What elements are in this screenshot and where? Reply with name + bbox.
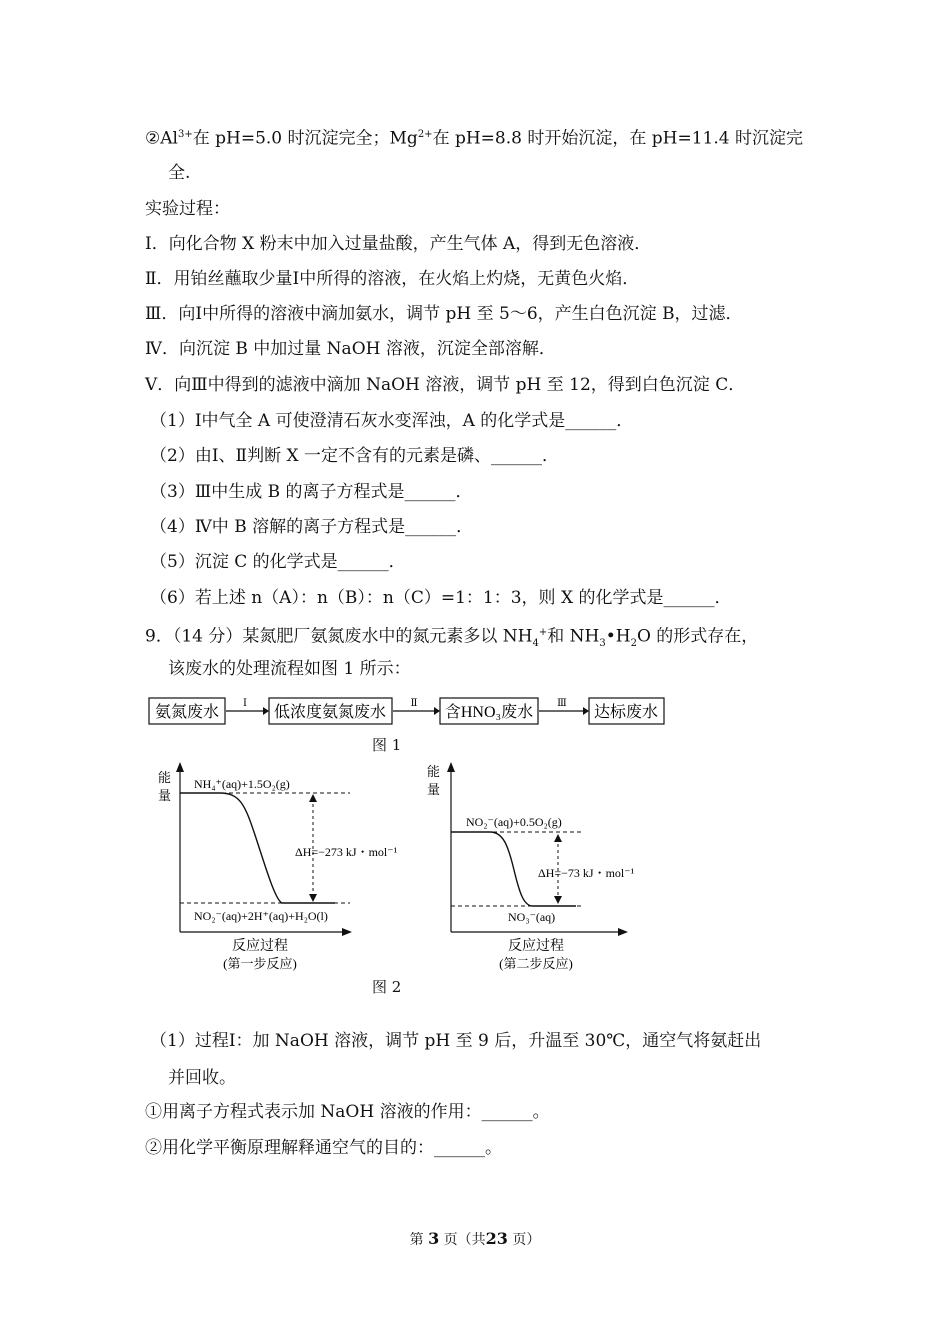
flow-box-2-label: 低浓度氨氮废水 (273, 704, 387, 721)
left-bottom-label: NO₂⁻(aq)+2H⁺(aq)+H₂O(l) (194, 909, 328, 923)
question-9-head: 9．（14 分）某氮肥厂氨氮废水中的氮元素多以 $NH_4^+$和 $NH_3•H_2O$ 的形式存在， (145, 626, 759, 650)
flow-arrow-2-label: Ⅱ (410, 698, 418, 709)
part1-q2: ②用化学平衡原理解释通空气的目的：______。 (145, 1138, 502, 1158)
right-y-arrow (447, 762, 455, 772)
left-delta-arrow-down (309, 894, 317, 902)
right-ylabel-2: 量 (427, 782, 441, 797)
right-xlabel: 反应过程 (508, 939, 564, 954)
flow-box-3-label: 含HNO₃废水 (444, 704, 534, 721)
question-8-6: （6）若上述 n（A）：n（B）：n（C）=1：1：3，则 X 的化学式是______． (150, 588, 732, 608)
step-5: Ⅴ．向Ⅲ中得到的滤液中滴加 NaOH 溶液，调节 pH 至 12，得到白色沉淀 C． (145, 375, 746, 395)
process-title: 实验过程： (145, 199, 230, 219)
right-top-label: NO₂⁻(aq)+0.5O₂(g) (466, 815, 562, 829)
total-pages: 23 (485, 1229, 508, 1248)
flow-arrow-1-head (263, 707, 269, 715)
left-ylabel-2: 量 (158, 788, 172, 803)
question-8-3: （3）Ⅲ中生成 B 的离子方程式是______． (150, 482, 473, 502)
right-delta-h: ΔH=−73 kJ・mol⁻¹ (538, 866, 635, 880)
part1-q1: ①用离子方程式表示加 NaOH 溶液的作用：______。 (145, 1102, 550, 1122)
right-delta-arrow-down (554, 896, 562, 904)
flow-arrow-3-label: Ⅲ (557, 698, 567, 709)
question-8-1: （1）Ⅰ中气全 A 可使澄清石灰水变浑浊，A 的化学式是______． (150, 411, 634, 431)
step-4: Ⅳ．向沉淀 B 中加过量 NaOH 溶液，沉淀全部溶解． (145, 339, 556, 359)
page-footer: 第 3 页（共23 页） (409, 1229, 541, 1248)
left-delta-h: ΔH=−273 kJ・mol⁻¹ (295, 845, 398, 859)
question-8-2: （2）由Ⅰ、Ⅱ判断 X 一定不含有的元素是磷、______． (150, 446, 559, 466)
right-delta-arrow-up (554, 834, 562, 842)
flow-diagram (140, 692, 680, 732)
figure-1-caption: 图 1 (372, 736, 402, 754)
note-2-cont: 全. (168, 163, 191, 183)
flow-box-4-label: 达标废水 (593, 704, 659, 721)
part1-line1: （1）过程Ⅰ：加 NaOH 溶液，调节 pH 至 9 后，升温至 30℃，通空气将氨赶出 (150, 1031, 762, 1051)
left-xsub: (第一步反应) (223, 956, 297, 971)
page-number: 3 (428, 1229, 440, 1248)
question-9-cont: 该废水的处理流程如图 1 所示： (168, 659, 411, 679)
right-x-arrow (618, 928, 628, 936)
question-8-4: （4）Ⅳ中 B 溶解的离子方程式是______． (150, 517, 474, 537)
left-delta-arrow-up (309, 794, 317, 802)
energy-diagram-step1 (150, 760, 398, 975)
step-1: Ⅰ．向化合物 X 粉末中加入过量盐酸，产生气体 A，得到无色溶液． (145, 234, 652, 254)
left-x-arrow (342, 928, 352, 936)
left-top-label: NH₄⁺(aq)+1.5O₂(g) (194, 777, 290, 791)
flow-arrow-3-head (583, 707, 589, 715)
question-8-5: （5）沉淀 C 的化学式是______． (150, 552, 406, 572)
flow-box-1-label: 氨氮废水 (154, 704, 220, 721)
right-bottom-label: NO₃⁻(aq) (508, 910, 556, 924)
right-xsub: (第二步反应) (499, 956, 573, 971)
energy-diagram-step2 (418, 760, 668, 975)
left-y-arrow (176, 762, 184, 772)
step-2: Ⅱ．用铂丝蘸取少量Ⅰ中所得的溶液，在火焰上灼烧，无黄色火焰． (145, 269, 640, 289)
flow-arrow-2-head (434, 707, 440, 715)
figure-2-caption: 图 2 (372, 978, 402, 996)
left-xlabel: 反应过程 (232, 939, 288, 954)
right-ylabel-1: 能 (427, 764, 441, 779)
flow-arrow-1-label: Ⅰ (243, 698, 247, 709)
left-ylabel-1: 能 (158, 770, 172, 785)
part1-line2: 并回收。 (168, 1068, 236, 1088)
step-3: Ⅲ．向Ⅰ中所得的溶液中滴加氨水，调节 pH 至 5～6，产生白色沉淀 B，过滤． (145, 304, 743, 324)
note-2: $②Al^{3+}$在 pH=5.0 时沉淀完全；$Mg^{2+}$在 pH=8.8 时开始沉淀，在 pH=11.4 时沉淀完 (145, 128, 803, 149)
